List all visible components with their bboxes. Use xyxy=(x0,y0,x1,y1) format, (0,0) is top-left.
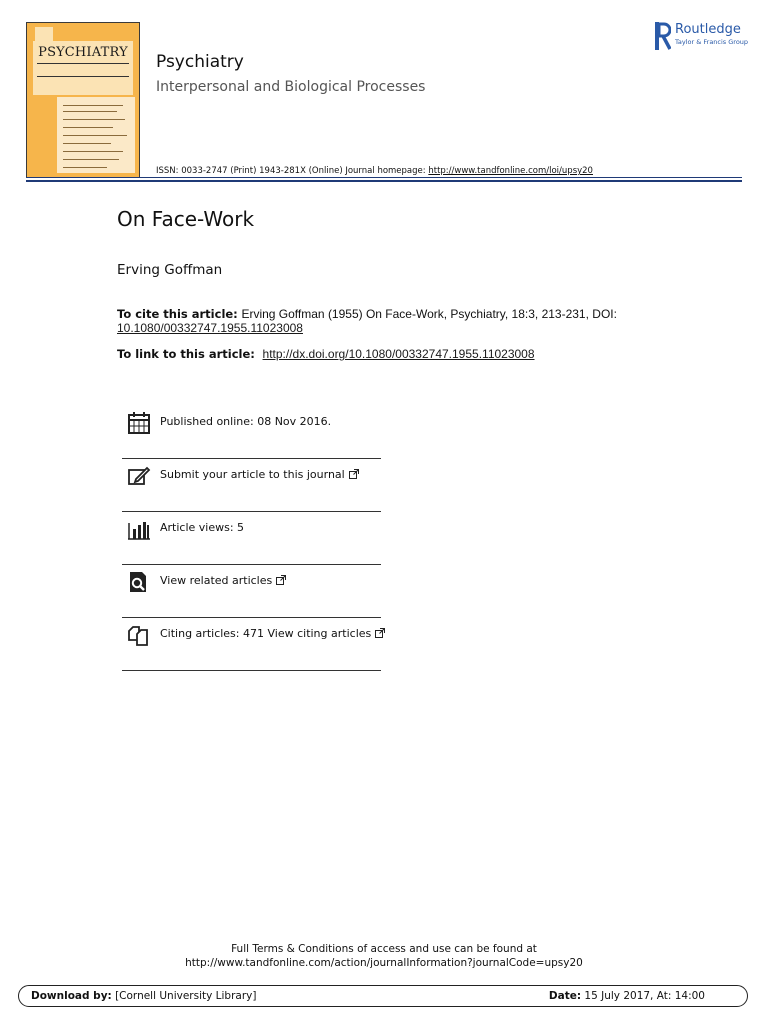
download-by xyxy=(31,990,256,1002)
submit-article-item[interactable] xyxy=(122,459,381,512)
article-link-block xyxy=(117,347,535,361)
issn-text: ISSN: 0033-2747 (Print) 1943-281X (Online) Journal homepage: xyxy=(156,166,429,176)
journal-subtitle: Interpersonal and Biological Processes xyxy=(156,79,426,95)
external-link-icon xyxy=(375,628,385,638)
external-link-icon xyxy=(276,575,286,585)
external-link-icon xyxy=(349,469,359,479)
article-metrics-list xyxy=(122,406,381,671)
header-rule-thin xyxy=(26,177,742,178)
calendar-icon xyxy=(127,411,151,435)
date-value: 15 July 2017, At: 14:00 xyxy=(584,990,705,1002)
download-date xyxy=(549,990,705,1002)
citation-block xyxy=(117,307,637,335)
published-online-item xyxy=(122,406,381,459)
date-label: Date: xyxy=(548,990,582,1002)
article-views-item xyxy=(122,512,381,565)
cite-doi-link[interactable]: 10.1080/00332747.1955.11023008 xyxy=(117,321,303,335)
terms-url[interactable]: http://www.tandfonline.com/action/journalInformation?journalCode=upsy20 xyxy=(185,957,583,969)
journal-homepage-link[interactable]: http://www.tandfonline.com/loi/upsy20 xyxy=(428,166,593,176)
download-footer-bar xyxy=(18,985,748,1007)
submit-article-link[interactable] xyxy=(160,468,359,481)
download-value: [Cornell University Library] xyxy=(115,990,257,1002)
routledge-r-icon xyxy=(655,22,671,50)
related-articles-link[interactable] xyxy=(160,574,286,587)
related-articles-label: View related articles xyxy=(160,574,273,587)
publisher-name: Routledge xyxy=(675,22,741,37)
terms-line-1: Full Terms & Conditions of access and use can be found at xyxy=(231,943,537,955)
cite-label: To cite this article: xyxy=(117,307,238,321)
terms-notice xyxy=(0,942,768,970)
article-author: Erving Goffman xyxy=(117,262,223,278)
article-doi-url[interactable]: http://dx.doi.org/10.1080/00332747.1955.11023008 xyxy=(262,347,535,361)
article-views-text: Article views: 5 xyxy=(160,521,245,534)
link-label: To link to this article: xyxy=(117,347,255,361)
journal-cover-thumbnail xyxy=(26,22,140,178)
cover-tab xyxy=(35,27,53,41)
publisher-tagline: Taylor & Francis Group xyxy=(675,38,749,46)
citing-articles-link[interactable] xyxy=(160,627,385,640)
cover-title: PSYCHIATRY xyxy=(38,45,128,60)
submit-article-label: Submit your article to this journal xyxy=(160,468,345,481)
header-rule xyxy=(26,180,742,182)
issn-line xyxy=(156,166,593,176)
journal-name: Psychiatry xyxy=(156,52,244,72)
article-title: On Face-Work xyxy=(117,207,255,231)
download-label: Download by: xyxy=(31,990,112,1002)
citing-articles-item[interactable] xyxy=(122,618,381,671)
search-document-icon xyxy=(127,570,151,594)
cite-text: Erving Goffman (1955) On Face-Work, Psychiatry, 18:3, 213-231, DOI: xyxy=(241,307,617,321)
related-articles-item[interactable] xyxy=(122,565,381,618)
cover-contents-panel xyxy=(57,97,135,173)
published-online-text: Published online: 08 Nov 2016. xyxy=(160,415,332,428)
pencil-icon xyxy=(127,464,151,488)
publisher-logo xyxy=(655,22,747,50)
cover-subtitle-band xyxy=(37,63,129,77)
bar-chart-icon xyxy=(127,517,151,541)
citing-articles-label: Citing articles: 471 View citing articles xyxy=(160,627,372,640)
citing-icon xyxy=(127,623,151,647)
